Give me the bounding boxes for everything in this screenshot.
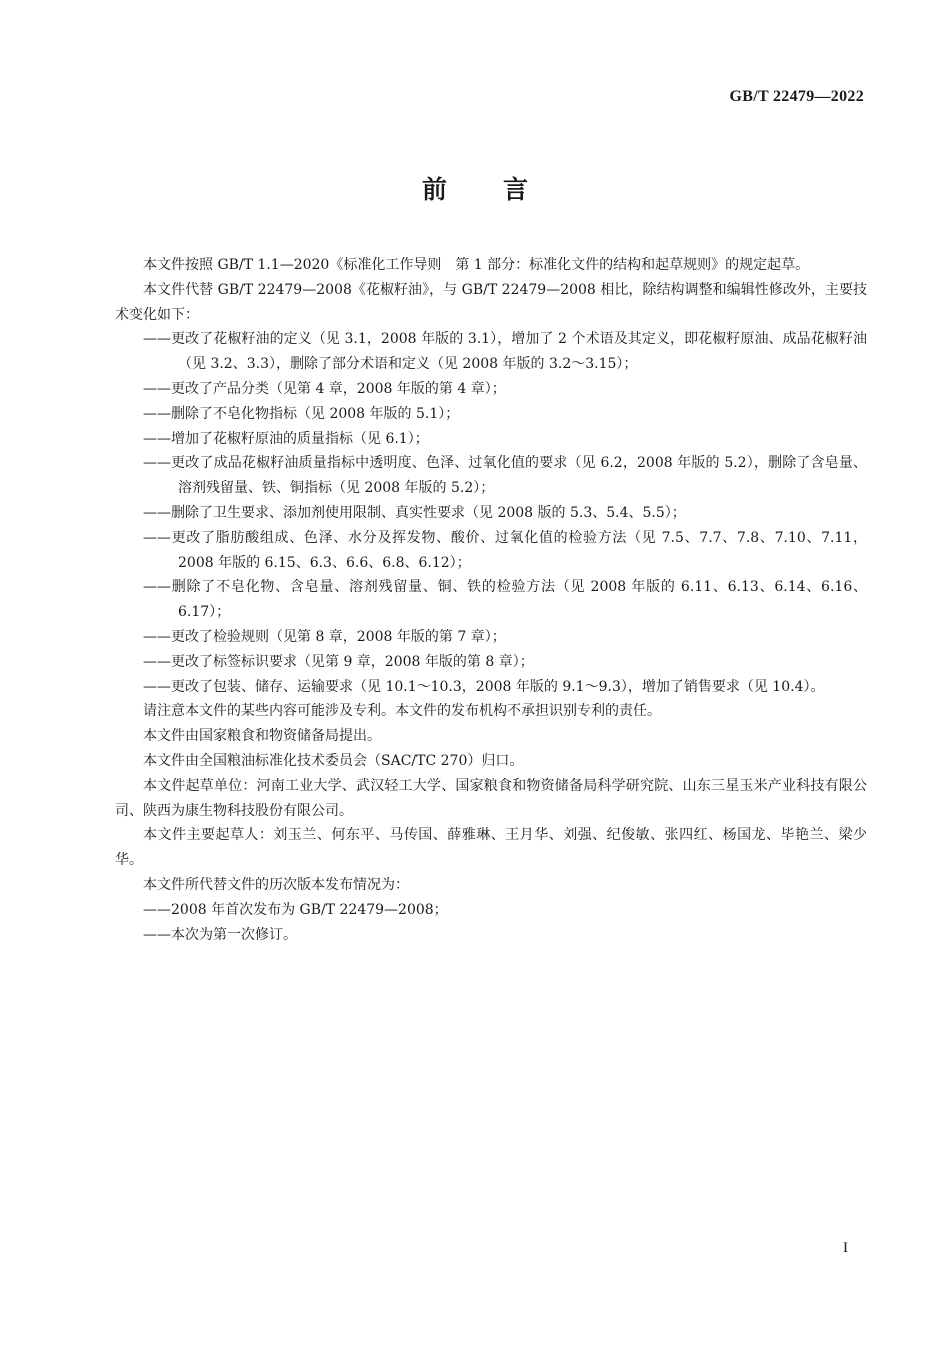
paragraph-patent-notice: 请注意本文件的某些内容可能涉及专利。本文件的发布机构不承担识别专利的责任。 (143, 703, 661, 720)
paragraph-drafters: 本文件主要起草人：刘玉兰、何东平、马传国、薛雅琳、王月华、刘强、纪俊敏、张四红、杨国龙、毕艳兰、梁少华。 (115, 827, 867, 869)
change-item: ——更改了成品花椒籽油质量指标中透明度、色泽、过氧化值的要求（见 6.2，2008 年版的 5.2），删除了含皂量、溶剂残留量、铁、铜指标（见 2008 年版的 5.2）； (143, 455, 867, 497)
change-item: ——删除了不皂化物、含皂量、溶剂残留量、铜、铁的检验方法（见 2008 年版的 6.11、6.13、6.14、6.16、6.17）； (143, 579, 867, 621)
change-item: ——更改了标签标识要求（见第 9 章，2008 年版的第 8 章）； (143, 653, 534, 670)
paragraph-proposer: 本文件由国家粮食和物资储备局提出。 (143, 728, 381, 745)
foreword-body (115, 253, 867, 947)
paragraph-replacement: 本文件代替 GB/T 22479—2008《花椒籽油》，与 GB/T 22479—2008 相比，除结构调整和编辑性修改外，主要技术变化如下： (115, 281, 867, 323)
change-item: ——更改了产品分类（见第 4 章，2008 年版的第 4 章）； (143, 380, 506, 397)
standard-code: GB/T 22479—2022 (729, 88, 864, 105)
change-item: ——更改了检验规则（见第 8 章，2008 年版的第 7 章）； (143, 628, 506, 645)
paragraph-drafting-units: 本文件起草单位：河南工业大学、武汉轻工大学、国家粮食和物资储备局科学研究院、山东三星玉米产业科技有限公司、陕西为康生物科技股份有限公司。 (115, 777, 867, 819)
change-item: ——删除了不皂化物指标（见 2008 年版的 5.1）； (143, 405, 460, 422)
paragraph-drafting-rules: 本文件按照 GB/T 1.1—2020《标准化工作导则 第 1 部分：标准化文件的结构和起草规则》的规定起草。 (143, 257, 810, 273)
paragraph-committee: 本文件由全国粮油标准化技术委员会（SAC/TC 270）归口。 (143, 752, 524, 769)
change-item: ——更改了包装、储存、运输要求（见 10.1～10.3，2008 年版的 9.1～9.3），增加了销售要求（见 10.4）。 (143, 678, 825, 695)
paragraph-history-intro: 本文件所代替文件的历次版本发布情况为： (143, 876, 409, 893)
history-item: ——2008 年首次发布为 GB/T 22479—2008； (143, 901, 448, 918)
change-item: ——更改了花椒籽油的定义（见 3.1，2008 年版的 3.1），增加了 2 个术语及其定义，即花椒籽原油、成品花椒籽油（见 3.2、3.3），删除了部分术语和定义（见 2008 年版的 3.2～3.15）； (143, 331, 867, 373)
change-item: ——增加了花椒籽原油的质量指标（见 6.1）； (143, 430, 429, 447)
page-number: I (843, 1240, 848, 1256)
history-item: ——本次为第一次修订。 (143, 926, 297, 943)
change-item: ——更改了脂肪酸组成、色泽、水分及挥发物、酸价、过氧化值的检验方法（见 7.5、7.7、7.8、7.10、7.11，2008 年版的 6.15、6.3、6.6、6.8、6.12）； (143, 529, 867, 571)
page-title: 前言 (421, 175, 584, 204)
change-item: ——删除了卫生要求、添加剂使用限制、真实性要求（见 2008 版的 5.3、5.4、5.5）； (143, 504, 686, 521)
